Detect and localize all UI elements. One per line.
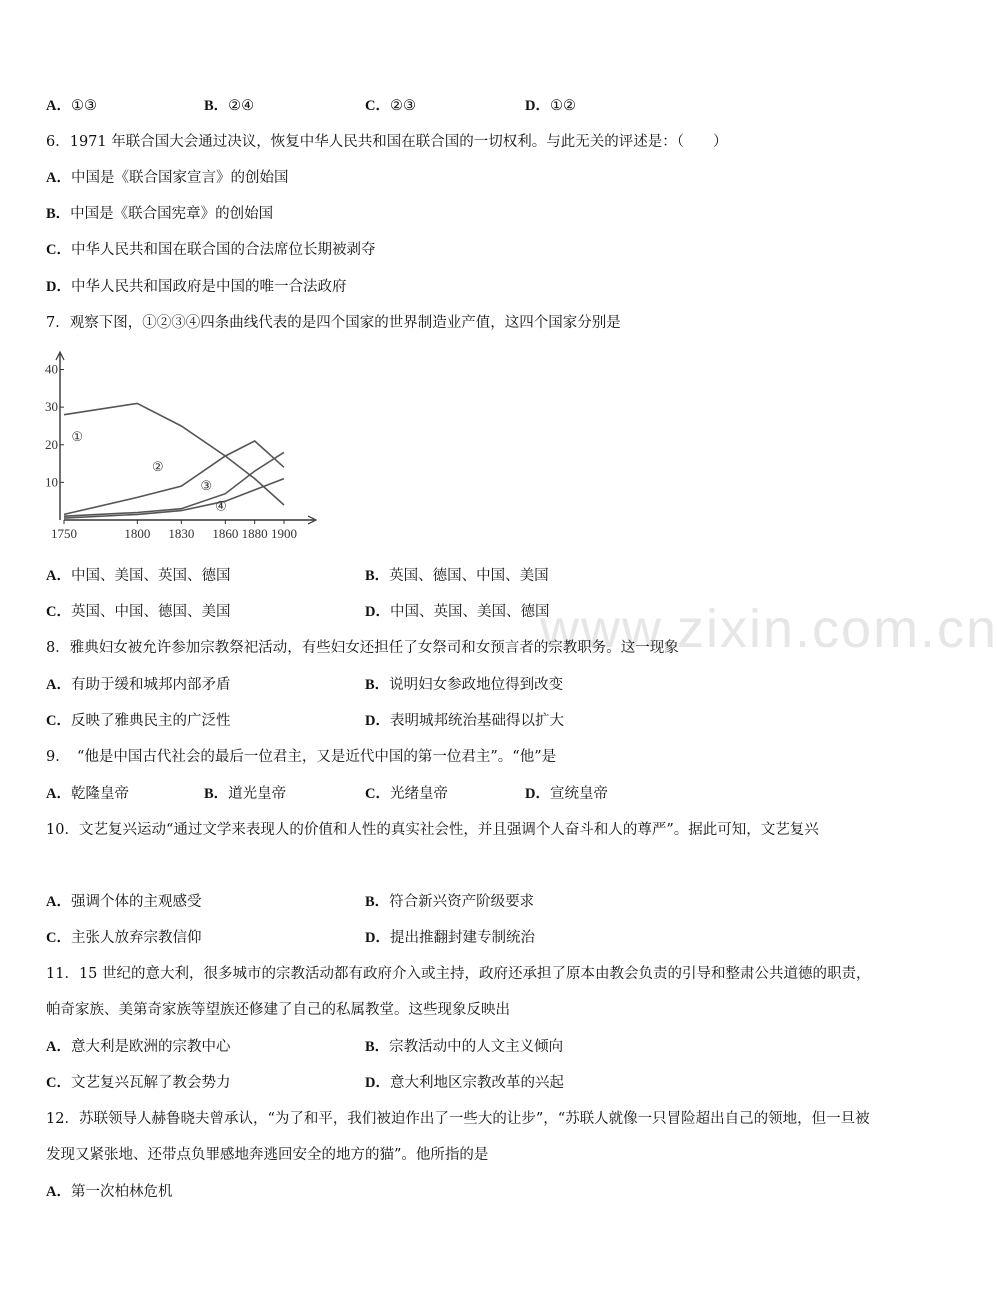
q10-option-d: D．提出推翻封建专制统治	[365, 930, 535, 946]
y-tick-label: 10	[45, 474, 58, 490]
q8-option-c: C．反映了雅典民主的广泛性	[46, 713, 231, 729]
q10-option-a: A．强调个体的主观感受	[46, 894, 202, 910]
series-label-3: ③	[200, 477, 213, 493]
q6-option-c: C．中华人民共和国在联合国的合法席位长期被剥夺	[46, 242, 376, 258]
q6-option-d: D．中华人民共和国政府是中国的唯一合法政府	[46, 279, 347, 295]
x-tick-label: 1800	[124, 526, 151, 541]
q5-option-d: D．①②	[525, 98, 576, 114]
y-tick-label: 40	[45, 361, 58, 377]
series-line-2	[64, 441, 284, 514]
q11-option-c: C．文艺复兴瓦解了教会势力	[46, 1075, 231, 1091]
series-line-4	[64, 479, 284, 518]
x-tick-label: 1860	[212, 526, 239, 541]
q8-option-a: A．有助于缓和城邦内部矛盾	[46, 677, 231, 693]
q8-option-d: D．表明城邦统治基础得以扩大	[365, 713, 564, 729]
series-line-1	[64, 403, 284, 505]
manufacturing-output-chart	[46, 352, 326, 552]
q11-option-d: D．意大利地区宗教改革的兴起	[365, 1075, 564, 1091]
q7-option-c: C．英国、中国、德国、美国	[46, 604, 231, 620]
y-tick-label: 30	[45, 399, 58, 415]
q9-option-b: B．道光皇帝	[204, 786, 287, 802]
q11-option-a: A．意大利是欧洲的宗教中心	[46, 1039, 231, 1055]
y-tick-label: 20	[45, 436, 58, 452]
x-tick-label: 1830	[168, 526, 195, 541]
q8-stem: 8．雅典妇女被允许参加宗教祭祀活动，有些妇女还担任了女祭司和女预言者的宗教职务。这一现象	[46, 640, 679, 656]
q7-stem: 7．观察下图，①②③④四条曲线代表的是四个国家的世界制造业产值，这四个国家分别是	[46, 315, 621, 331]
q10-option-b: B．符合新兴资产阶级要求	[365, 894, 535, 910]
q5-option-b: B．②④	[204, 98, 255, 114]
watermark: www.zixin.com.cn	[540, 599, 998, 659]
q11-option-b: B．宗教活动中的人文主义倾向	[365, 1039, 564, 1055]
q5-option-c: C．②③	[365, 98, 416, 114]
q8-option-b: B．说明妇女参政地位得到改变	[365, 677, 564, 693]
x-tick-label: 1900	[271, 526, 297, 541]
q6-stem: 6．1971 年联合国大会通过决议，恢复中华人民共和国在联合国的一切权利。与此无关的评述是：（ ）	[46, 134, 728, 150]
x-tick-label: 1750	[51, 526, 77, 541]
q7-option-b: B．英国、德国、中国、美国	[365, 568, 549, 584]
series-label-2: ②	[152, 459, 164, 475]
q12-stem: 12．苏联领导人赫鲁晓夫曾承认，“为了和平，我们被迫作出了一些大的让步”，“苏联人就像一只冒险超出自己的领地，但一旦被发现又紧张地、还带点负罪感地奔逃回安全的地方的猫”。他所指的是	[46, 1111, 870, 1163]
series-label-1: ①	[71, 429, 83, 444]
q10-stem: 10．文艺复兴运动“通过文学来表现人的价值和人性的真实社会性，并且强调个人奋斗和人的尊严”。据此可知，文艺复兴	[46, 822, 819, 838]
q12-option-a: A．第一次柏林危机	[46, 1184, 173, 1200]
q7-option-d: D．中国、英国、美国、德国	[365, 604, 550, 620]
chart-ticks	[45, 362, 297, 541]
q9-option-d: D．宣统皇帝	[525, 786, 608, 802]
x-tick-label: 1880	[241, 526, 268, 541]
q6-option-b: B．中国是《联合国宪章》的创始国	[46, 206, 274, 222]
series-label-4: ④	[215, 498, 227, 514]
chart-series	[64, 403, 284, 518]
q11-stem: 11．15 世纪的意大利，很多城市的宗教活动都有政府介入或主持，政府还承担了原本由教会负责的引导和整肃公共道德的职责，帕奇家族、美第奇家族等望族还修建了自己的私属教堂。这些现象反映出	[46, 966, 871, 1018]
q5-option-a: A．①③	[46, 98, 97, 114]
q9-option-c: C．光绪皇帝	[365, 786, 448, 802]
q6-option-a: A．中国是《联合国家宣言》的创始国	[46, 170, 289, 186]
q9-option-a: A．乾隆皇帝	[46, 786, 129, 802]
q10-option-c: C．主张人放弃宗教信仰	[46, 930, 202, 946]
q7-option-a: A．中国、美国、英国、德国	[46, 568, 231, 584]
q9-stem: 9． “他是中国古代社会的最后一位君主，又是近代中国的第一位君主”。“他”是	[46, 749, 557, 765]
